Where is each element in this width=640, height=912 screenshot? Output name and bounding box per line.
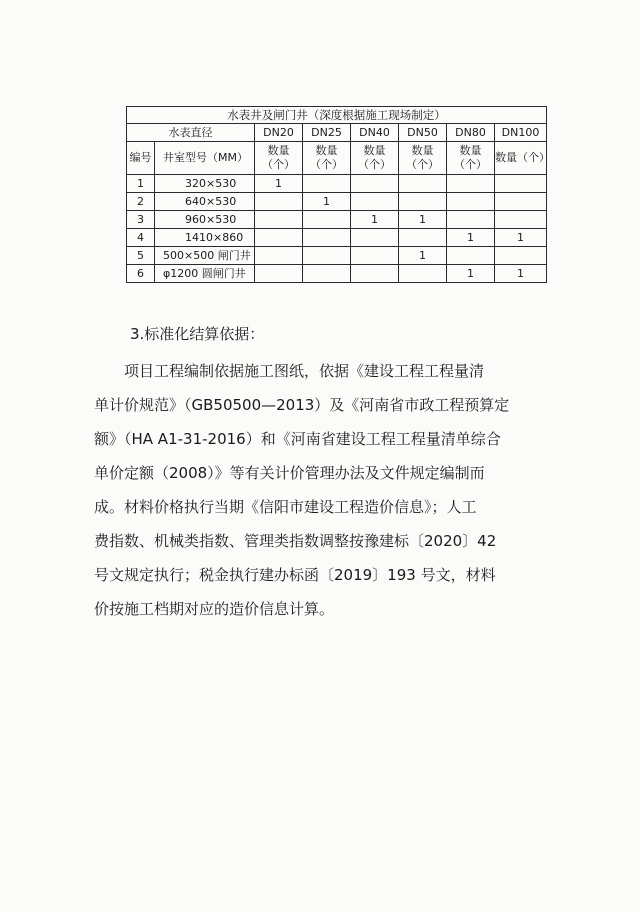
row-cell: 1 <box>447 265 495 283</box>
paragraph-line: 价按施工档期对应的造价信息计算。 <box>94 600 335 618</box>
quantity-header: 数量（个） <box>351 142 399 175</box>
row-cell <box>255 193 303 211</box>
paragraph-line: 费指数、机械类指数、管理类指数调整按豫建标〔2020〕42 <box>94 532 497 550</box>
row-cell <box>255 211 303 229</box>
row-model: 320×530 <box>155 175 255 193</box>
row-cell <box>303 211 351 229</box>
settlement-basis-paragraph <box>94 354 550 626</box>
row-cell <box>351 229 399 247</box>
dn-header: DN80 <box>447 124 495 142</box>
table-row <box>127 193 547 211</box>
quantity-header: 数量（个） <box>399 142 447 175</box>
paragraph-line: 额》（HA A1-31-2016）和《河南省建设工程工程量清单综合 <box>94 430 501 448</box>
paragraph-line: 项目工程编制依据施工图纸，依据《建设工程工程量清 <box>124 362 485 380</box>
row-number: 3 <box>127 211 155 229</box>
row-cell <box>399 229 447 247</box>
row-cell: 1 <box>255 175 303 193</box>
quantity-header: 数量（个） <box>495 142 547 175</box>
row-number: 1 <box>127 175 155 193</box>
quantity-header: 数量（个） <box>447 142 495 175</box>
paragraph-line: 单价定额（2008）》等有关计价管理办法及文件规定编制而 <box>94 464 485 482</box>
paragraph-line: 成。材料价格执行当期《信阳市建设工程造价信息》；人工 <box>94 498 477 516</box>
table-row <box>127 211 547 229</box>
row-cell <box>351 247 399 265</box>
table-title: 水表井及闸门井（深度根据施工现场制定） <box>127 107 547 124</box>
number-header: 编号 <box>127 142 155 175</box>
row-model: φ1200 圆闸门井 <box>155 265 255 283</box>
row-cell <box>351 265 399 283</box>
row-cell: 1 <box>399 211 447 229</box>
quantity-header: 数量（个） <box>303 142 351 175</box>
row-cell <box>495 247 547 265</box>
row-number: 2 <box>127 193 155 211</box>
row-cell <box>495 193 547 211</box>
row-cell: 1 <box>495 265 547 283</box>
row-cell: 1 <box>447 229 495 247</box>
dn-header: DN40 <box>351 124 399 142</box>
row-cell <box>351 175 399 193</box>
row-cell <box>495 175 547 193</box>
row-cell <box>351 193 399 211</box>
row-number: 5 <box>127 247 155 265</box>
row-model: 1410×860 <box>155 229 255 247</box>
row-cell <box>255 247 303 265</box>
row-model: 640×530 <box>155 193 255 211</box>
row-cell: 1 <box>351 211 399 229</box>
diameter-label: 水表直径 <box>127 124 255 142</box>
table-row <box>127 175 547 193</box>
row-cell <box>303 175 351 193</box>
row-model: 500×500 闸门井 <box>155 247 255 265</box>
row-cell <box>399 175 447 193</box>
row-cell <box>447 247 495 265</box>
dn-header: DN100 <box>495 124 547 142</box>
row-cell <box>255 265 303 283</box>
dn-header: DN25 <box>303 124 351 142</box>
quantity-header: 数量（个） <box>255 142 303 175</box>
row-cell <box>447 175 495 193</box>
row-cell <box>255 229 303 247</box>
row-number: 4 <box>127 229 155 247</box>
paragraph-line: 单计价规范》（GB50500—2013）及《河南省市政工程预算定 <box>94 396 510 414</box>
row-cell: 1 <box>495 229 547 247</box>
meter-well-table <box>126 106 550 283</box>
row-number: 6 <box>127 265 155 283</box>
row-cell: 1 <box>303 193 351 211</box>
row-cell <box>303 229 351 247</box>
row-cell <box>303 265 351 283</box>
dn-header: DN50 <box>399 124 447 142</box>
table-row <box>127 265 547 283</box>
paragraph-line: 号文规定执行；税金执行建办标函〔2019〕193 号文，材料 <box>94 566 496 584</box>
dn-header: DN20 <box>255 124 303 142</box>
row-cell <box>447 211 495 229</box>
section-title: 3.标准化结算依据： <box>130 325 265 343</box>
table-row <box>127 229 547 247</box>
row-cell <box>303 247 351 265</box>
table-row <box>127 247 547 265</box>
row-cell <box>399 265 447 283</box>
row-model: 960×530 <box>155 211 255 229</box>
row-cell: 1 <box>399 247 447 265</box>
row-cell <box>399 193 447 211</box>
row-cell <box>495 211 547 229</box>
row-cell <box>447 193 495 211</box>
model-header: 井室型号（MM） <box>155 142 255 175</box>
